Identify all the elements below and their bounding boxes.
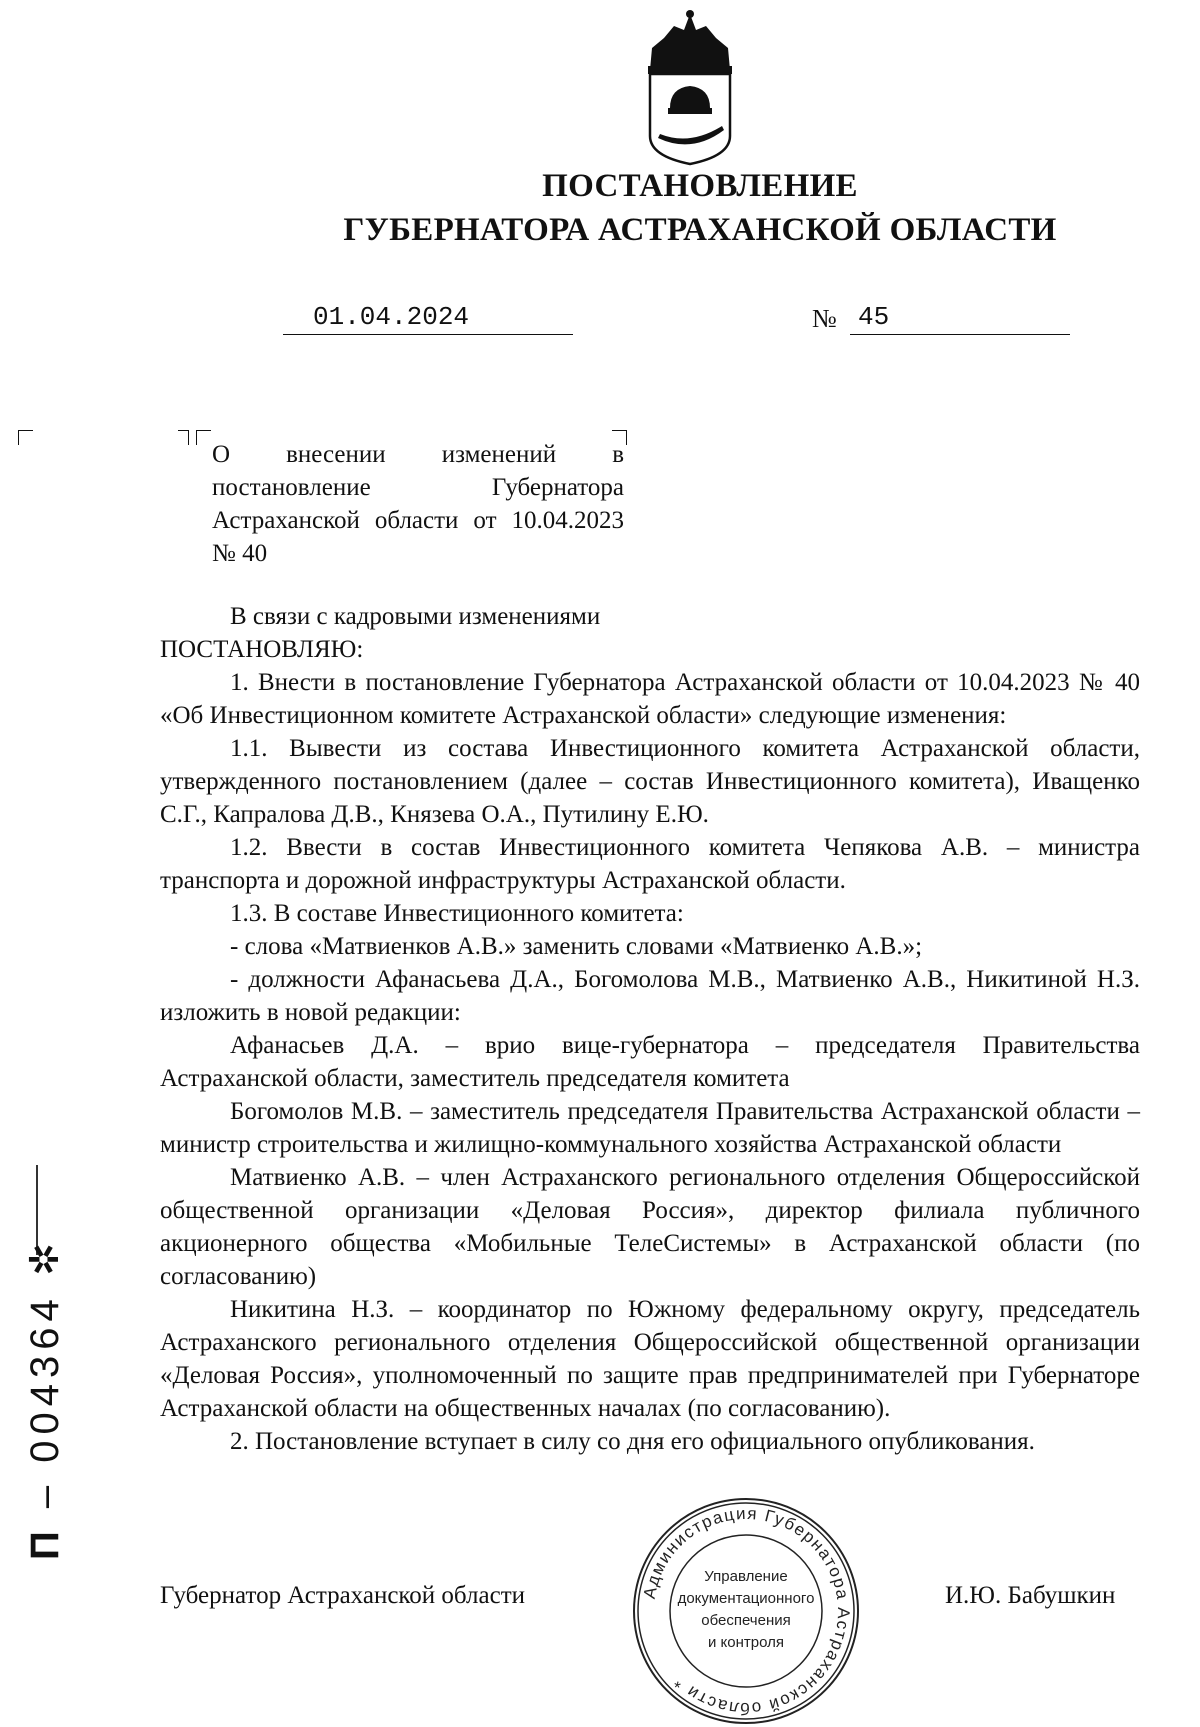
body-paragraph: В связи с кадровыми изменениями xyxy=(230,603,601,630)
document-number: 45 xyxy=(850,302,1070,335)
body-paragraph: 1.3. В составе Инвестиционного комитета: xyxy=(230,900,684,927)
corner-mark xyxy=(178,430,189,445)
registration-code xyxy=(22,1237,68,1560)
body-paragraph: - слова «Матвиенков А.В.» заменить словами «Матвиенко А.В.»; xyxy=(230,933,923,960)
seal-outer-text: Администрация Губернатора Астраханской области * xyxy=(639,1503,854,1719)
document-type-title: ПОСТАНОВЛЕНИЕ xyxy=(542,168,858,204)
official-seal-icon xyxy=(628,1495,864,1727)
body-paragraph: Матвиенко А.В. – член Астраханского регионального отделения Общероссийской общественной организации «Деловая Россия», директор филиала публичного акционерного общества «Мобильные ТелеСистемы» в Астраханской области (по согласованию) xyxy=(160,1164,1140,1290)
body-paragraph: Богомолов М.В. – заместитель председателя Правительства Астраханской области – министр строительства и жилищно-коммунального хозяйства Астраханской области xyxy=(160,1098,1140,1158)
seal-inner-line: и контроля xyxy=(707,1634,785,1651)
svg-text:Администрация Губернатора Астр xyxy=(640,1504,853,1718)
asterisk-icon: ✲ xyxy=(23,1236,67,1277)
body-paragraph: 2. Постановление вступает в силу со дня его официального опубликования. xyxy=(230,1428,1035,1455)
signatory-position: Губернатор Астраханской области xyxy=(160,1582,526,1609)
seal-inner-line: обеспечения xyxy=(701,1612,791,1629)
code-prefix: П xyxy=(23,1525,67,1560)
coat-of-arms-icon xyxy=(630,8,750,168)
body-paragraph: Афанасьев Д.А. – врио вице-губернатора – председателя Правительства Астраханской области, заместитель председателя комитета xyxy=(160,1032,1140,1092)
number-label: № xyxy=(812,304,837,333)
body-paragraph: - должности Афанасьева Д.А., Богомолова М.В., Матвиенко А.В., Никитиной Н.З. изложить в новой редакции: xyxy=(160,966,1140,1026)
seal-inner-line: документационного xyxy=(677,1590,815,1607)
code-number: – 004364 xyxy=(23,1293,67,1509)
body-paragraph: 1. Внести в постановление Губернатора Астраханской области от 10.04.2023 № 40 «Об Инвестиционном комитете Астраханской области» следующие изменения: xyxy=(160,669,1140,729)
signatory-name: И.Ю. Бабушкин xyxy=(945,1582,1116,1609)
document-subject: О внесении изменений в постановление Губернатора Астраханской области от 10.04.2023 № 40 xyxy=(212,441,624,567)
corner-mark xyxy=(18,430,33,445)
body-paragraph: 1.1. Вывести из состава Инвестиционного комитета Астраханской области, утвержденного постановлением (далее – состав Инвестиционного комитета), Иващенко С.Г., Капралова Д.В., Князева О.А., Путилину Е.Ю. xyxy=(160,735,1140,828)
body-paragraph: Никитина Н.З. – координатор по Южному федеральному округу, председатель Астраханского регионального отделения Общероссийской общественной организации «Деловая Россия», уполномоченный по защите прав предпринимателей при Губернаторе Астраханской области на общественных началах (по согласованию). xyxy=(160,1296,1140,1422)
issuer-title: ГУБЕРНАТОРА АСТРАХАНСКОЙ ОБЛАСТИ xyxy=(343,212,1057,248)
corner-mark xyxy=(196,430,211,445)
body-paragraph: 1.2. Ввести в состав Инвестиционного комитета Чепякова А.В. – министра транспорта и дорожной инфраструктуры Астраханской области. xyxy=(160,834,1140,894)
document-date: 01.04.2024 xyxy=(283,302,573,335)
document-body xyxy=(160,600,1140,1458)
body-paragraph: ПОСТАНОВЛЯЮ: xyxy=(160,636,364,663)
seal-inner-line: Управление xyxy=(704,1568,788,1585)
